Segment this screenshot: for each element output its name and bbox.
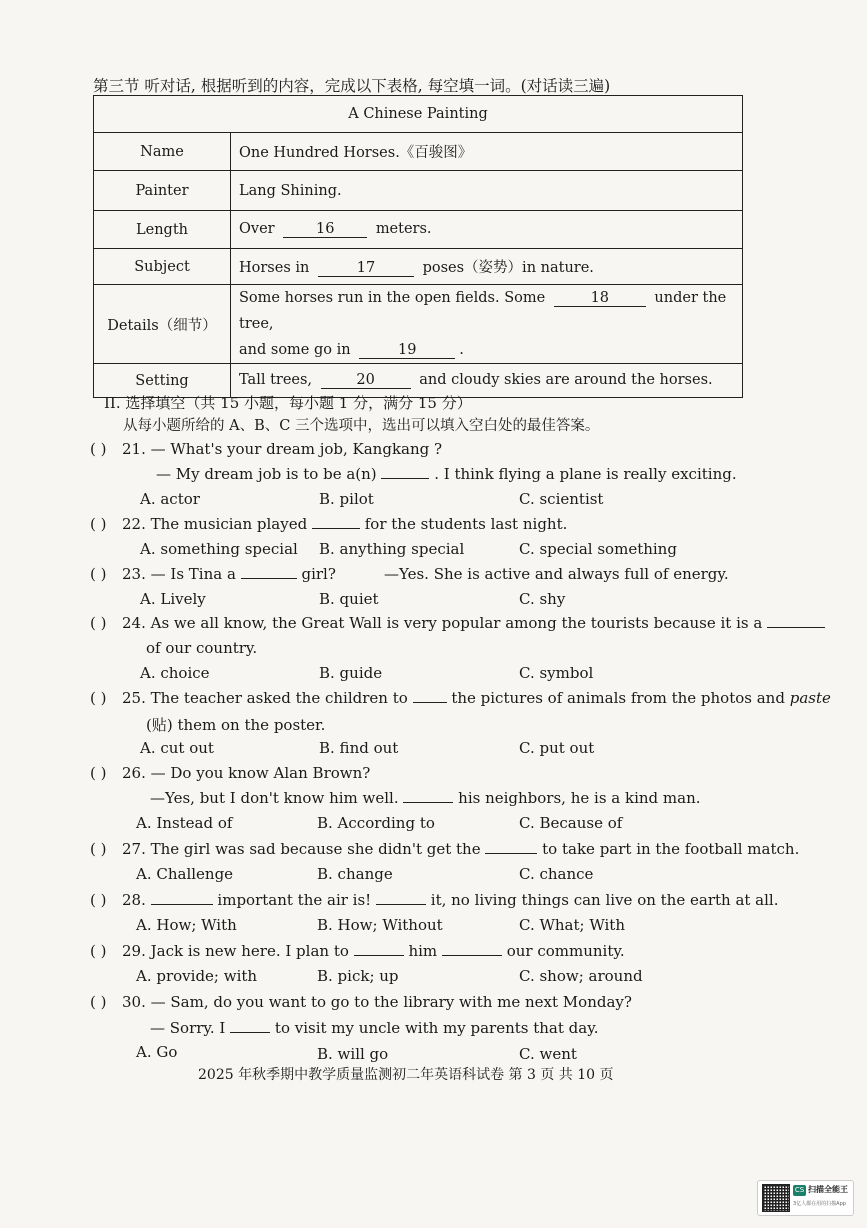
answer-paren[interactable]: ( ) bbox=[90, 689, 107, 707]
option-c[interactable]: C. show; around bbox=[519, 967, 643, 985]
option-a[interactable]: A. How; With bbox=[136, 916, 237, 934]
answer-blank-18[interactable]: 18 bbox=[554, 290, 646, 307]
option-b[interactable]: B. change bbox=[317, 865, 393, 883]
row-value-details: Some horses run in the open fields. Some 18 under the tree, and some go in 19 . bbox=[231, 285, 743, 364]
row-value-painter: Lang Shining. bbox=[231, 171, 743, 211]
option-b[interactable]: B. find out bbox=[319, 739, 399, 757]
answer-paren[interactable]: ( ) bbox=[90, 440, 107, 458]
row-label-setting: Setting bbox=[94, 364, 231, 398]
answer-blank-16[interactable]: 16 bbox=[283, 221, 367, 238]
answer-paren[interactable]: ( ) bbox=[90, 565, 107, 583]
part2-instruction: 从每小题所给的 A、B、C 三个选项中，选出可以填入空白处的最佳答案。 bbox=[123, 418, 600, 434]
scanner-title: 扫描全能王 bbox=[808, 1185, 848, 1194]
answer-paren[interactable]: ( ) bbox=[90, 515, 107, 533]
option-b[interactable]: B. How; Without bbox=[317, 916, 443, 934]
option-b[interactable]: B. According to bbox=[317, 814, 435, 832]
option-c[interactable]: C. shy bbox=[519, 590, 566, 608]
answer-paren[interactable]: ( ) bbox=[90, 942, 107, 960]
painting-table bbox=[93, 95, 743, 398]
option-b[interactable]: B. will go bbox=[317, 1045, 389, 1063]
option-a[interactable]: A. Lively bbox=[140, 590, 206, 608]
row-value-subject: Horses in 17 poses（姿势）in nature. bbox=[231, 249, 743, 285]
scanner-watermark bbox=[757, 1180, 854, 1216]
row-label-subject: Subject bbox=[94, 249, 231, 285]
option-c[interactable]: C. symbol bbox=[519, 664, 594, 682]
option-b[interactable]: B. pilot bbox=[319, 490, 374, 508]
option-a[interactable]: A. something special bbox=[140, 540, 298, 558]
exam-page: 第三节 听对话, 根据听到的内容，完成以下表格, 每空填一词。(对话读三遍) A Chinese Painting Name One Hundred Horses.《百骏图》 Painter Lang Shining. Length Over 16 meters. Subject Horses in 17 poses（姿势）in nature. Details（细节） Some horses run in the open fields. Some 18 under the tree, and some go in 19 . Setting Tall trees, 20 and cloudy skies are around the horses. II. 选择填空（共 15 小题，每小题 1 分，满分 15 分） 从每小题所给的 A、B、C 三个选项中，选出可以填入空白处的最佳答案。 ( ) 21. — What's your dream job, Kangkang ? — My dream job is to be a(n) . I think flying a plane is really exciting. A. actor B. pilot C. scientist ( ) 22. The musician played for the students last night. A. something special B. anything special C. special something ( ) 23. — Is Tina a girl? —Yes. She is active and always full of energy. A. Lively B. quiet C. shy ( ) 24. As we all know, the Great Wall is very popular among the tourists because it is a of our country. A. choice B. guide C. symbol ( ) 25. The teacher asked the children to the pictures of animals from the photos and paste (贴) them on the poster. A. cut out B. find out C. put out ( ) 26. — Do you know Alan Brown? —Yes, but I don't know him well. his neighbors, he is a kind man. A. Instead of B. According to C. Because of ( ) 27. The girl was sad because she didn't get the to take part in the football match. A. Challenge B. change C. chance ( ) 28. important the air is! it, no living things can live on the earth at all. A. How; With B. How; Without C. What; With ( ) 29. Jack is new here. I plan to him our community. A. provide; with B. pick; up C. show; around ( ) 30. — Sam, do you want to go to the library with me next Monday? — Sorry. I to visit my uncle with my parents that day. A. Go B. will go C. went 2025 年秋季期中教学质量监测初二年英语科试卷 第 3 页 共 10 页 CS 扫描全能王 3亿人都在用的扫描App bbox=[0, 0, 867, 1228]
scanner-subtitle: 3亿人都在用的扫描App bbox=[793, 1201, 846, 1207]
row-value-name: One Hundred Horses.《百骏图》 bbox=[231, 133, 743, 171]
answer-paren[interactable]: ( ) bbox=[90, 764, 107, 782]
option-a[interactable]: A. cut out bbox=[140, 739, 214, 757]
option-c[interactable]: C. Because of bbox=[519, 814, 623, 832]
option-b[interactable]: B. anything special bbox=[319, 540, 465, 558]
page-footer: 2025 年秋季期中教学质量监测初二年英语科试卷 第 3 页 共 10 页 bbox=[198, 1067, 614, 1083]
answer-blank-17[interactable]: 17 bbox=[318, 260, 414, 277]
answer-blank-20[interactable]: 20 bbox=[321, 372, 411, 389]
row-label-painter: Painter bbox=[94, 171, 231, 211]
answer-paren[interactable]: ( ) bbox=[90, 891, 107, 909]
row-value-length: Over 16 meters. bbox=[231, 211, 743, 249]
answer-blank-19[interactable]: 19 bbox=[359, 342, 455, 359]
answer-paren[interactable]: ( ) bbox=[90, 840, 107, 858]
part2-heading: II. 选择填空（共 15 小题，每小题 1 分，满分 15 分） bbox=[104, 394, 472, 412]
camscanner-logo-icon: CS bbox=[794, 1186, 805, 1194]
option-c[interactable]: C. chance bbox=[519, 865, 594, 883]
option-a[interactable]: A. actor bbox=[140, 490, 200, 508]
option-a[interactable]: A. choice bbox=[140, 664, 210, 682]
option-b[interactable]: B. guide bbox=[319, 664, 383, 682]
option-c[interactable]: C. special something bbox=[519, 540, 677, 558]
row-label-details: Details（细节） bbox=[94, 285, 231, 364]
option-b[interactable]: B. quiet bbox=[319, 590, 379, 608]
option-a[interactable]: A. Go bbox=[136, 1043, 178, 1061]
option-a[interactable]: A. provide; with bbox=[136, 967, 258, 985]
answer-paren[interactable]: ( ) bbox=[90, 993, 107, 1011]
option-b[interactable]: B. pick; up bbox=[317, 967, 399, 985]
row-label-length: Length bbox=[94, 211, 231, 249]
option-c[interactable]: C. went bbox=[519, 1045, 577, 1063]
option-a[interactable]: A. Challenge bbox=[136, 865, 234, 883]
qr-code-icon bbox=[762, 1184, 790, 1212]
section3-title: 第三节 听对话, 根据听到的内容，完成以下表格, 每空填一词。(对话读三遍) bbox=[93, 77, 611, 95]
option-c[interactable]: C. put out bbox=[519, 739, 595, 757]
row-label-name: Name bbox=[94, 133, 231, 171]
table-caption: A Chinese Painting bbox=[94, 96, 743, 133]
option-c[interactable]: C. scientist bbox=[519, 490, 604, 508]
row-value-setting: Tall trees, 20 and cloudy skies are around the horses. bbox=[231, 364, 743, 398]
option-c[interactable]: C. What; With bbox=[519, 916, 625, 934]
answer-paren[interactable]: ( ) bbox=[90, 614, 107, 632]
option-a[interactable]: A. Instead of bbox=[136, 814, 233, 832]
